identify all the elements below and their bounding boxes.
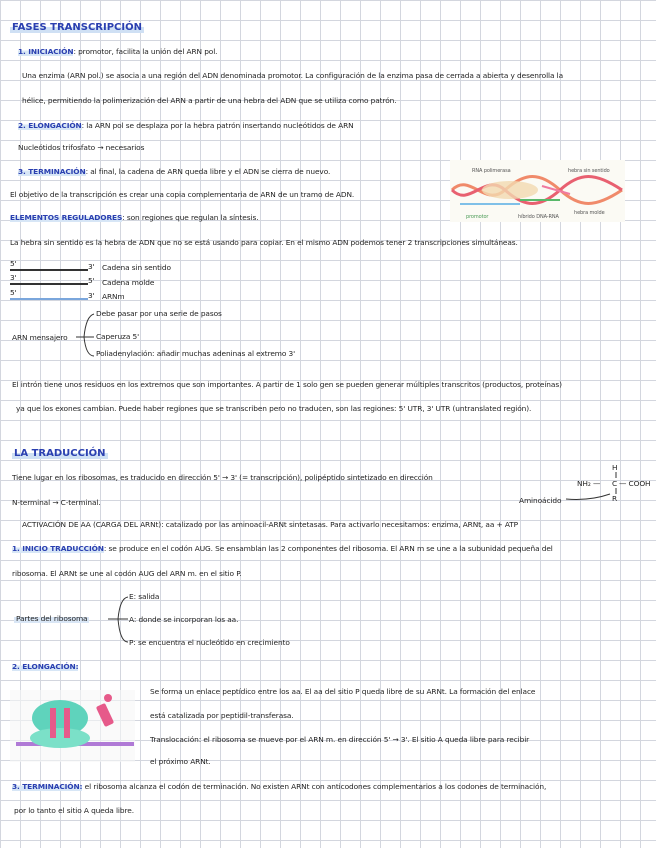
hebra-paragraph: La hebra sin sentido es la hebra de ADN que no se está usando para copiar. En el mismo ADN podemos tener 2 transcripciones simultáneas. bbox=[10, 238, 518, 247]
intron-paragraph-2: ya que los exones cambian. Puede haber regiones que se transcriben pero no traducen, son las regiones: 5' UTR, 3' UTR (untranslated región). bbox=[16, 404, 532, 413]
terminacion-traduccion-text-2: por lo tanto el sitio A queda libre. bbox=[14, 806, 134, 815]
formula-bonds bbox=[614, 472, 618, 496]
terminacion-traduccion-label: 3. TERMINACIÓN: bbox=[12, 782, 83, 791]
partes-item-p: P: se encuentra el nucleótido en crecimiento bbox=[129, 638, 290, 647]
elementos-label: ELEMENTOS REGULADORES bbox=[10, 213, 123, 222]
partes-item-a: A: donde se incorporan los aa. bbox=[129, 615, 239, 624]
elongacion-traduccion-text-1: Se forma un enlace peptídico entre los aa. El aa del sitio P queda libre de su ARNt. La formación del enlace bbox=[150, 687, 536, 696]
iniciacion-text: : promotor, facilita la unión del ARN pol. bbox=[73, 47, 218, 56]
elongacion-traduccion-text-3: Translocación: el ribosoma se mueve por el ARN m. en dirección 5' → 3'. El sitio A queda libre para recibir bbox=[150, 735, 530, 744]
iniciacion-paragraph-1: Una enzima (ARN pol.) se asocia a una región del ADN denominada promotor. La configuración de la enzima pasa de cerrada a abierta y desenrolla la bbox=[22, 71, 564, 80]
terminacion-traduccion-text-1: el ribosoma alcanza el codón de terminación. No existen ARNt con anticodones complementarios a los codones de terminación, bbox=[82, 782, 547, 791]
partes-item-e: E: salida bbox=[129, 592, 160, 601]
aminoacido-label: Aminoácido bbox=[519, 496, 562, 505]
elongacion-traduccion-text-4: el próximo ARNt. bbox=[150, 757, 211, 766]
formula-nh2: NH₂ — bbox=[577, 479, 601, 488]
strand-1-line bbox=[10, 269, 88, 271]
strand-2-right: 5' bbox=[88, 276, 95, 285]
ribosome-diagram bbox=[10, 690, 135, 762]
strand-3-left: 5' bbox=[10, 288, 17, 297]
strand-1-right: 3' bbox=[88, 262, 95, 271]
formula-cooh: — COOH bbox=[619, 479, 651, 488]
inicio-label: 1. INICIO TRADUCCIÓN bbox=[12, 544, 104, 553]
formula-h: H bbox=[612, 463, 618, 472]
strand-3-label: ARNm bbox=[102, 292, 125, 301]
arnm-item-2: Caperuza 5' bbox=[96, 332, 140, 341]
elongacion-line bbox=[18, 121, 354, 131]
strand-1-label: Cadena sin sentido bbox=[102, 263, 171, 272]
arnm-item-1: Debe pasar por una serie de pasos bbox=[96, 309, 222, 318]
strand-1-left: 5' bbox=[10, 259, 17, 268]
label-hebra-sin-sentido: hebra sin sentido bbox=[568, 168, 610, 174]
label-promotor: promotor bbox=[466, 214, 489, 220]
aminoacido-arrow bbox=[566, 492, 612, 502]
partes-branch-lines bbox=[108, 594, 130, 646]
formula-r: R bbox=[612, 494, 618, 503]
objetivo-line: El objetivo de la transcripción es crear una copia complementaria de ARN de un tramo de ADN. bbox=[10, 190, 355, 199]
strand-2-line bbox=[10, 283, 88, 285]
arnm-branch-lines bbox=[76, 312, 96, 358]
section-title-transcripcion: FASES TRANSCRIPCIÓN bbox=[12, 22, 142, 33]
iniciacion-paragraph-2: hélice, permitiendo la polimerización del ARN a partir de una hebra del ADN que se utiliza como patrón. bbox=[22, 96, 397, 105]
elementos-line bbox=[10, 213, 258, 223]
elongacion-traduccion-text-2: está catalizada por peptidil-transferasa. bbox=[150, 711, 294, 720]
elongacion-text: : la ARN pol se desplaza por la hebra patrón insertando nucleótidos de ARN bbox=[81, 121, 354, 130]
terminacion-traduccion-line bbox=[12, 782, 546, 792]
formula-c: C bbox=[612, 479, 618, 488]
intron-paragraph-1: El intrón tiene unos residuos en los extremos que son importantes. A partir de 1 solo gen se pueden generar múltiples transcritos (productos, proteínas) bbox=[12, 380, 562, 389]
iniciacion-label: 1. INICIACIÓN bbox=[18, 47, 74, 56]
elongacion-traduccion-line bbox=[12, 662, 78, 672]
traduccion-intro-2: N-terminal → C-terminal. bbox=[12, 498, 101, 507]
arnm-item-3: Poliadenylación: añadir muchas adeninas al extremo 3' bbox=[96, 349, 296, 358]
label-hibrido: híbrido DNA-RNA bbox=[518, 214, 559, 220]
section-title-traduccion: LA TRADUCCIÓN bbox=[14, 448, 106, 459]
inicio-text-1: : se produce en el codón AUG. Se ensamblan las 2 componentes del ribosoma. El ARN m se une a la subunidad pequeña del bbox=[103, 544, 553, 553]
terminacion-label: 3. TERMINACIÓN bbox=[18, 167, 86, 176]
traduccion-intro-1: Tiene lugar en los ribosomas, es traducido en dirección 5' → 3' (= transcripción), polipéptido sintetizado en dirección bbox=[12, 473, 433, 482]
strand-2-label: Cadena molde bbox=[102, 278, 155, 287]
nucleotidos-line: Nucleótidos trifosfato → necesarios bbox=[18, 143, 145, 152]
activacion-line: ACTIVACIÓN DE AA (CARGA DEL ARNt): catalizado por las aminoacil-ARNt sintetasas. Para activarlo necesitamos: enzima, ARNt, aa + ATP bbox=[22, 520, 519, 529]
strand-2-left: 3' bbox=[10, 273, 17, 282]
label-hebra-molde: hebra molde bbox=[574, 210, 605, 216]
label-rna-polimerasa: RNA polimerasa bbox=[472, 168, 511, 174]
terminacion-line bbox=[18, 167, 330, 177]
elementos-text: : son regiones que regulan la síntesis. bbox=[122, 213, 259, 222]
terminacion-text: : al final, la cadena de ARN queda libre y el ADN se cierra de nuevo. bbox=[85, 167, 331, 176]
strand-3-line bbox=[10, 298, 88, 300]
inicio-text-2: ribosoma. El ARNt se une al codón AUG del ARN m. en el sitio P. bbox=[12, 569, 242, 578]
transcription-illustration bbox=[450, 160, 625, 222]
elongacion-traduccion-label: 2. ELONGACIÓN: bbox=[12, 662, 79, 671]
inicio-line bbox=[12, 544, 553, 554]
arnm-label: ARN mensajero bbox=[12, 333, 68, 342]
partes-label: Partes del ribosoma bbox=[16, 614, 88, 623]
iniciacion-line bbox=[18, 47, 217, 57]
strand-3-right: 3' bbox=[88, 291, 95, 300]
elongacion-label: 2. ELONGACIÓN bbox=[18, 121, 82, 130]
ribosome-illustration bbox=[10, 690, 135, 762]
